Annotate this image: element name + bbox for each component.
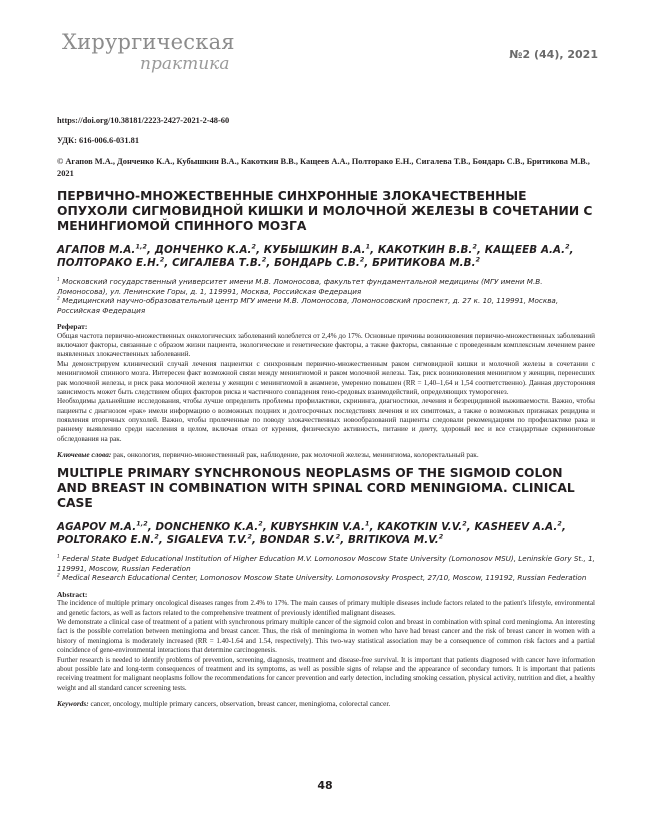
journal-title: Хирургическая xyxy=(62,30,235,54)
title-en: MULTIPLE PRIMARY SYNCHRONOUS NEOPLASMS OF THE SIGMOID COLON AND BREAST IN COMBINATION WITH SPINAL CORD MENINGIOMA. CLINICAL CASE xyxy=(57,465,575,510)
abstract-ru-p3: Необходимы дальнейшие исследования, чтобы лучше определить проблемы профилактики, скрининга, диагностики, лечения и безрецидивной выживаемости. Важно, чтобы пациенты с диагнозом «рак» имели информацию о возможных поздних и долгосрочных последствиях лечения и их симптомах, а также о возможных признаках рецидива и появления вторичных опухолей. Важно, чтобы пролеченные по поводу злокачественных новообразований пациенты следовали рекомендациям по профилактике рака и раннему выявлению среди населения в целом, включая отказ от курения, физическую активность, питание и диету, здоровый вес и все стандартные скрининговые обследования на рак. xyxy=(57,397,595,443)
copyright-line: © Агапов М.А., Донченко К.А., Кубышкин В.А., Какоткин В.В., Кащеев А.А., Полторако Е.Н., Сигалева Т.В., Бондарь С.В., Бритикова М.В., 2021 xyxy=(57,157,590,178)
udk-code: УДК: 616-006.6-031.81 xyxy=(57,136,140,145)
journal-subtitle: практика xyxy=(140,54,230,74)
abstract-en-p3: Further research is needed to identify problems of prevention, screening, diagnosis, treatment and disease-free survival. It is important that patients diagnosed with cancer have information about possible late and long-term consequences of treatment and its symptoms, as well as possible signs of relapse and the appearance of secondary tumors. It is important that patients receiving treatment for malignant neoplasms follow the recommendations for cancer prevention and early detection, including smoking cessation, physical activity, nutrition and diet, a healthy weight and all standard cancer screening tests. xyxy=(57,655,595,692)
abstract-en-p1: The incidence of multiple primary oncological diseases ranges from 2.4% to 17%. The main causes of primary multiple diseases include factors related to the patient's lifestyle, environmental and genetic factors, as well as factors related to the comprehensive treatment of previously identified malignant diseases. xyxy=(57,599,595,617)
affiliation-en-1: $^1$ Federal State Budget Educational Institution of Higher Education M.V. Lomonosov Moscow State University (Lomonosov MSU), Leninskie Gory St., 1, 119991, Moscow, Russian Federation xyxy=(57,553,595,573)
abstract-ru-p2: Мы демонстрируем клинический случай лечения пациентки с синхронным первично-множественным раком сигмовидной кишки и молочной железы в сочетании с менингиомой спинного мозга. Интересен факт возможной связи между менингиомой и раком молочной железы. Так, риск возникновения менингиом у женщин, перенесших рак молочной железы, и риск рака молочной железы у женщин с менингиомой в анамнезе, умеренно повышен (RR = 1,40–1,64 и 1,54 соответственно). Данная двусторонняя зависимость может быть следствием общих факторов риска и частичного совпадения гено-средовых взаимодействий, определяющих туморогенез. xyxy=(57,359,595,396)
abstract-en-p2: We demonstrate a clinical case of treatment of a patient with synchronous primary multiple cancer of the sigmoid colon and breast in combination with spinal cord meningioma. An interesting fact is the possible correlation between meningioma and breast cancer. Thus, the risk of meningioma in women who have had breast cancer and the risk of breast cancer in women with a history of meningioma is moderately increased (RR = 1.40-1.64 and 1.54, respectively). This two-way statistical association may be a consequence of common risk factors and a partial coincidence of gene-environmental interactions that determine carcinogenesis. xyxy=(57,617,595,655)
authors-en: AGAPOV M.A.$^{1,2}$, DONCHENKO K.A.$^2$, KUBYSHKIN V.A.$^1$, KAKOTKIN V.V.$^2$, KASHEEV A.A.$^2$, POLTORAKO E.N.$^2$, SIGALEVA T.V.$^2$, BONDAR S.V.$^2$, BRITIKOVA M.V.$^2$ xyxy=(57,519,566,546)
title-ru: ПЕРВИЧНО-МНОЖЕСТВЕННЫЕ СИНХРОННЫЕ ЗЛОКАЧЕСТВЕННЫЕ ОПУХОЛИ СИГМОВИДНОЙ КИШКИ И МОЛОЧНОЙ ЖЕЛЕЗЫ В СОЧЕТАНИИ С МЕНИНГИОМОЙ СПИННОГО МОЗГА xyxy=(57,189,593,233)
abstract-heading-en: Abstract: xyxy=(57,589,88,599)
affiliations-ru xyxy=(57,277,595,315)
authors-ru: АГАПОВ М.А.$^{1,2}$, ДОНЧЕНКО К.А.$^2$, КУБЫШКИН В.А.$^1$, КАКОТКИН В.В.$^2$, КАЩЕЕВ А.А.$^2$, ПОЛТОРАКО Е.Н.$^2$, СИГАЛЕВА Т.В.$^2$, БОНДАРЬ С.В.$^2$, БРИТИКОВА М.В.$^2$ xyxy=(57,242,574,269)
abstract-heading-ru: Реферат: xyxy=(57,322,88,332)
keywords-en xyxy=(57,699,595,709)
affiliation-ru-2: $^2$ Медицинский научно-образовательный центр МГУ имени М.В. Ломоносова, Ломоносовский проспект, д. 27 к. 10, 119991, Москва, Российская Федерация xyxy=(57,296,559,315)
issue-number: №2 (44), 2021 xyxy=(509,48,598,61)
abstract-ru-p1: Общая частота первично-множественных онкологических заболеваний колеблется от 2,4% до 17%. Основные причины возникновения первично-множественных заболеваний включают факторы, связанные с образом жизни пациента, экологические и генетические факторы, а также факторы, связанные с проведенным комплексным лечением ранее выявленных злокачественных заболеваний. xyxy=(57,331,595,359)
article-body xyxy=(57,115,595,715)
page-number: 48 xyxy=(317,779,333,792)
keywords-label-en: Keywords: xyxy=(57,699,89,709)
affiliation-ru-1: $^1$ Московский государственный университет имени М.В. Ломоносова, факультет фундаментальной медицины (МГУ имени М.В. Ломоносова), ул. Ленинские Горы, д. 1, 119991, Москва, Российская Федерация xyxy=(57,277,543,296)
keywords-text-en: cancer, oncology, multiple primary cancers, observation, breast cancer, meningioma, colorectal cancer. xyxy=(90,699,391,709)
keywords-ru xyxy=(57,450,595,460)
affiliation-en-2: $^2$ Medical Research Educational Center, Lomonosov Moscow State University. Lomonosovsky Prospect, 27/10, Moscow, 119192, Russian Federation xyxy=(57,573,587,583)
affiliations-en xyxy=(57,554,595,583)
keywords-text-ru: рак, онкология, первично-множественный рак, наблюдение, рак молочной железы, менингиома, колоректальный рак. xyxy=(113,449,479,459)
journal-logo xyxy=(62,30,252,86)
doi-link[interactable]: https://doi.org/10.38181/2223-2427-2021-2-48-60 xyxy=(57,116,230,125)
keywords-label-ru: Ключевые слова: xyxy=(57,449,112,459)
